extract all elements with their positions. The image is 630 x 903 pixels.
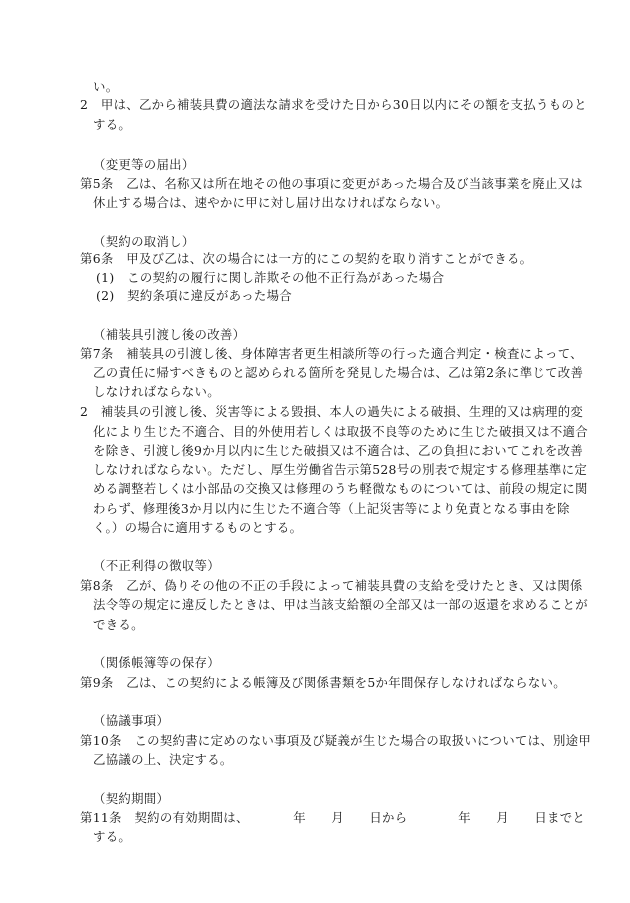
article5-line1: 第5条 乙は、名称又は所在地その他の事項に変更があった場合及び当該事業を廃止又は: [80, 176, 583, 191]
article6-item2: (2) 契約条項に違反があった場合: [96, 288, 292, 303]
article6-heading: （契約の取消し）: [93, 234, 195, 249]
article8-line1: 第8条 乙が、偽りその他の不正の手段によって補装具費の支給を受けたとき、又は関係: [80, 578, 583, 593]
article7-paragraph2-line4: しなければならない。ただし、厚生労働省告示第528号の別表で規定する修理基準に定: [93, 462, 588, 477]
article9-line1: 第9条 乙は、この契約による帳簿及び関係書類を5か年間保存しなければならない。: [80, 675, 566, 690]
article7-paragraph2-line2: 化により生じた不適合、目的外使用若しくは取扱不良等のために生じた破損又は不適合: [93, 424, 588, 439]
article5-heading: （変更等の届出）: [93, 157, 195, 172]
article7-line3: しなければならない。: [93, 384, 220, 399]
article8-line2: 法令等の規定に違反したときは、甲は当該支給額の全部又は一部の返還を求めることが: [93, 597, 588, 612]
article7-paragraph2-line1: 2 補装具の引渡し後、災害等による毀損、本人の過失による破損、生理的又は病理的変: [80, 404, 584, 419]
article7-line2: 乙の責任に帰すべきものと認められる箇所を発見した場合は、乙は第2条に準じて改善: [93, 365, 584, 380]
article7-line1: 第7条 補装具の引渡し後、身体障害者更生相談所等の行った適合判定・検査によって、: [80, 346, 583, 361]
article6-line1: 第6条 甲及び乙は、次の場合には一方的にこの契約を取り消すことができる。: [80, 251, 533, 266]
article5-line2: 休止する場合は、速やかに甲に対し届け出なければならない。: [93, 195, 449, 210]
article7-paragraph2-line5: める調整若しくは小部品の交換又は修理のうち軽微なものについては、前段の規定に関: [93, 481, 588, 496]
article4-paragraph2-line2: する。: [93, 117, 132, 132]
article4-paragraph2-line1: 2 甲は、乙から補装具費の適法な請求を受けた日から30日以内にその額を支払うものと: [80, 97, 587, 112]
article11-heading: （契約期間）: [93, 791, 170, 806]
article10-line1: 第10条 この契約書に定めのない事項及び疑義が生じた場合の取扱いについては、別途甲: [80, 733, 592, 748]
article7-paragraph2-line6: わらず、修理後3か月以内に生じた不適合等（上記災害等により免責となる事由を除: [93, 501, 570, 516]
article10-heading: （協議事項）: [93, 713, 170, 728]
article11-line1: 第11条 契約の有効期間は、 年 月 日から 年 月 日までと: [80, 810, 586, 825]
article6-item1: (1) この契約の履行に関し詐欺その他不正行為があった場合: [96, 270, 445, 285]
article7-paragraph2-line3: を除き、引渡し後9か月以内に生じた破損又は不適合は、乙の負担においてこれを改善: [93, 443, 583, 458]
continuation-line: い。: [93, 79, 119, 94]
article8-line3: できる。: [93, 617, 144, 632]
article7-paragraph2-line7: く。）の場合に適用するものとする。: [93, 520, 303, 535]
article9-heading: （関係帳簿等の保存）: [93, 655, 220, 670]
article10-line2: 乙協議の上、決定する。: [93, 752, 233, 767]
article7-heading: （補装具引渡し後の改善）: [93, 327, 246, 342]
article8-heading: （不正利得の徴収等）: [93, 558, 220, 573]
article11-line2: する。: [93, 829, 132, 844]
